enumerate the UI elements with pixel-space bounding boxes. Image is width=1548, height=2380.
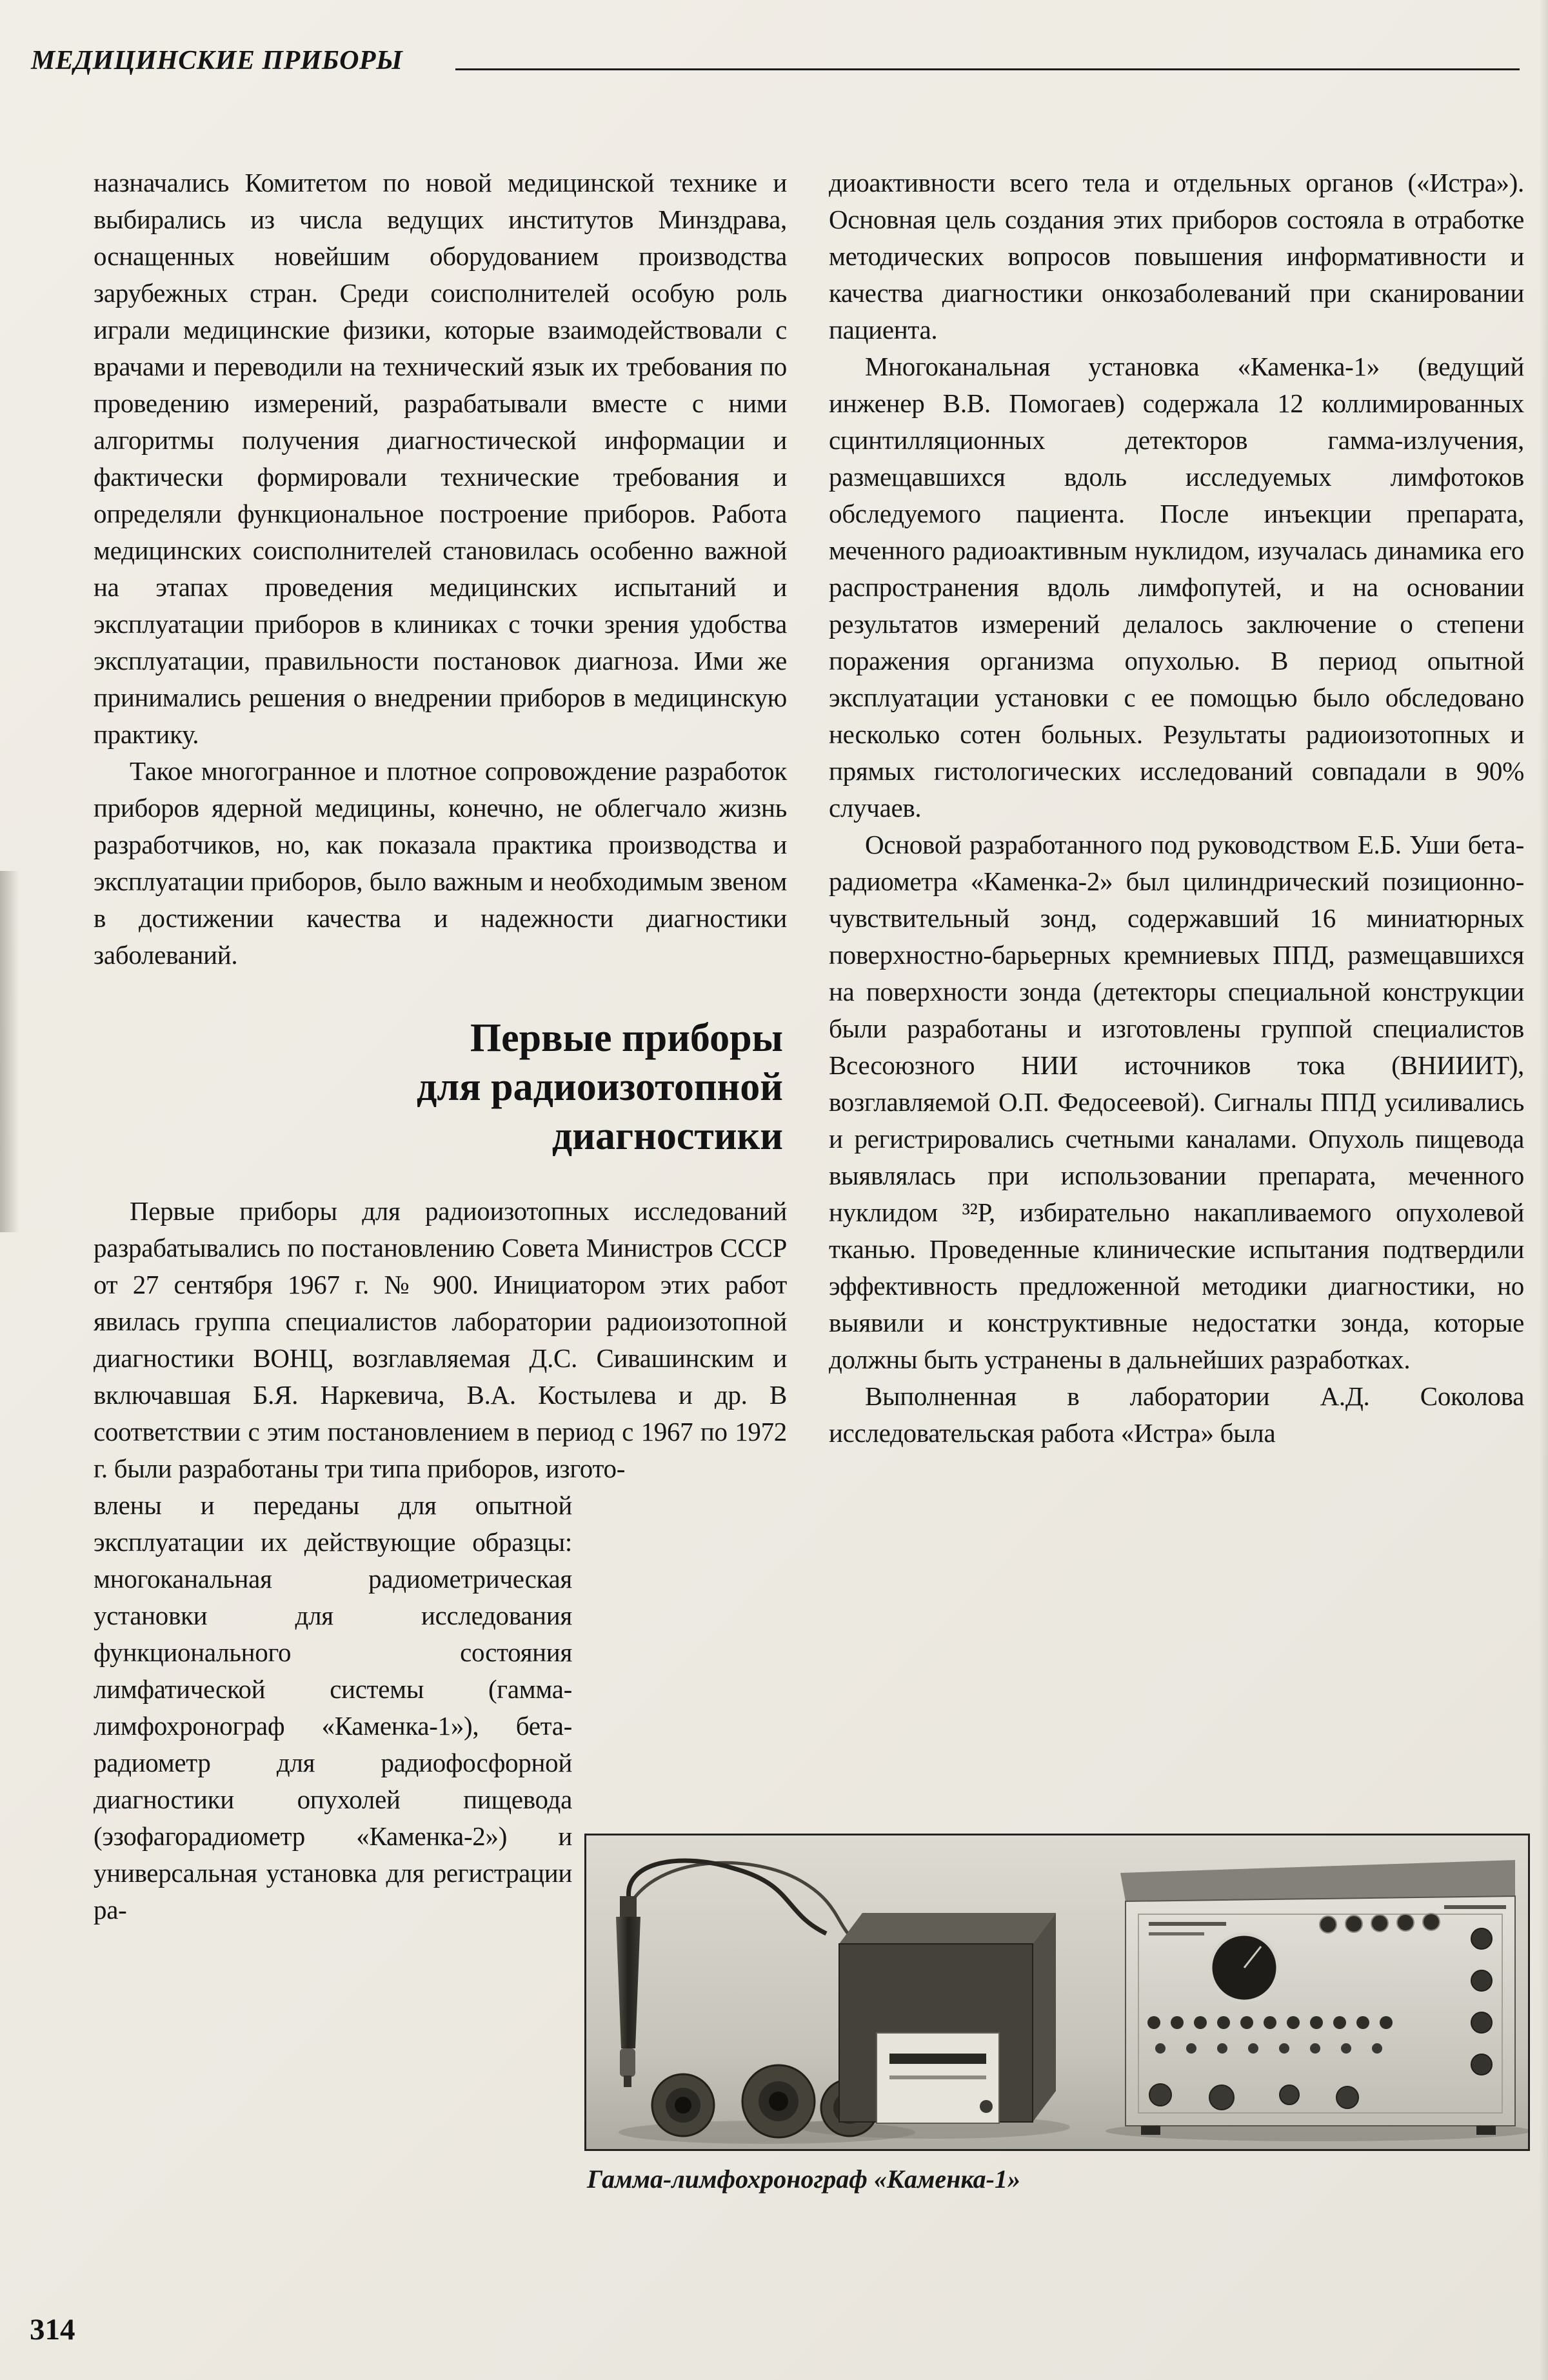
right-column <box>829 165 1524 1452</box>
paragraph: Многоканальная установка «Каменка-1» (ведущий инженер В.В. Помогаев) содержала 12 коллимированных сцинтилляционных детекторов гамма-излучения, размещавшихся вдоль исследуемых лимфотоков обследуемого пациента. После инъекции препарата, меченного радиоактивным нуклидом, изучалась динамика его распространения вдоль лимфопутей, и на основании результатов измерений делалось заключение о степени поражения организма опухолью. В период опытной эксплуатации установки с ее помощью было обследовано несколько сотен больных. Результаты радиоизотопных и прямых гистологических исследований совпадали в 90% случаев. <box>829 352 1524 823</box>
paragraph: диоактивности всего тела и отдельных органов («Истра»). Основная цель создания этих приборов состояла в отработке методических вопросов повышения информативности и качества диагностики онкозаболеваний при сканировании пациента. <box>829 168 1524 345</box>
section-heading <box>94 1014 787 1161</box>
section-heading-line: для радиоизотопной <box>416 1065 783 1109</box>
section-heading-line: Первые приборы <box>470 1016 783 1060</box>
equipment-photo-illustration <box>586 1835 1528 2149</box>
running-header-title: МЕДИЦИНСКИЕ ПРИБОРЫ <box>31 46 403 75</box>
paragraph: Основой разработанного под руководством Е.Б. Уши бета-радиометра «Каменка-2» был цилиндрический позиционно-чувствительный зонд, содержавший 16 миниатюрных поверхностно-барьерных кремниевых ППД, размещавшихся на поверхности зонда (детекторы специальной конструкции были разработаны и изготовлены группой специалистов Всесоюзного НИИ источников тока (ВНИИИТ), возглавляемой О.П. Федосеевой). Сигналы ППД усиливались и регистрировались счетными каналами. Опухоль пищевода выявлялась при использовании препарата, меченного нуклидом ³²Р, избирательно накапливаемого опухолевой тканью. Проведенные клинические испытания подтвердили эффективность предложенной методики диагностики, но выявили и конструктивные недостатки зонда, которые должны быть устранены в дальнейших разработках. <box>829 830 1524 1374</box>
header-rule <box>455 68 1520 70</box>
left-column <box>94 165 787 1928</box>
equipment-photo <box>584 1834 1530 2151</box>
page-number: 314 <box>30 2313 75 2346</box>
section-heading-line: диагностики <box>551 1114 783 1158</box>
photo-caption: Гамма-лимфохронограф «Каменка-1» <box>587 2165 1020 2194</box>
paragraph: влены и переданы для опытной эксплуатации их действующие образцы: многоканальная радиометрическая установки для исследования функционального состояния лимфатической системы (гамма-лимфохронограф «Каменка-1»), бета-радиометр для радиофосфорной диагностики опухолей пищевода (эзофагорадиометр «Каменка-2») и универсальная установка для регистрации ра- <box>94 1490 572 1925</box>
paragraph: Выполненная в лаборатории А.Д. Соколова исследовательская работа «Истра» была <box>829 1381 1524 1448</box>
paragraph: Такое многогранное и плотное сопровождение разработок приборов ядерной медицины, конечно, не облегчало жизнь разработчиков, но, как показала практика производства и эксплуатации приборов, было важным и необходимым звеном в достижении качества и надежности диагностики заболеваний. <box>94 756 787 970</box>
paragraph: назначались Комитетом по новой медицинской технике и выбирались из числа ведущих институтов Минздрава, оснащенных новейшим оборудованием производства зарубежных стран. Среди соисполнителей особую роль играли медицинские физики, которые взаимодействовали с врачами и переводили на технический язык их требования по проведению измерений, разрабатывали вместе с ними алгоритмы получения диагностической информации и фактически формировали технические требования и определяли функциональное построение приборов. Работа медицинских соисполнителей становилась особенно важной на этапах проведения медицинских испытаний и эксплуатации приборов в клиниках с точки зрения удобства эксплуатации, правильности постановок диагноза. Ими же принимались решения о внедрении приборов в медицинскую практику. <box>94 168 787 749</box>
paragraph: Первые приборы для радиоизотопных исследований разрабатывались по постановлению Совета Министров СССР от 27 сентября 1967 г. № 900. Инициатором этих работ явилась группа специалистов лаборатории радиоизотопной диагностики ВОНЦ, возглавляемая Д.С. Сивашинским и включавшая Б.Я. Наркевича, В.А. Костылева и др. В соответствии с этим постановлением в период с 1967 по 1972 г. были разработаны три типа приборов, изгото- <box>94 1196 787 1483</box>
